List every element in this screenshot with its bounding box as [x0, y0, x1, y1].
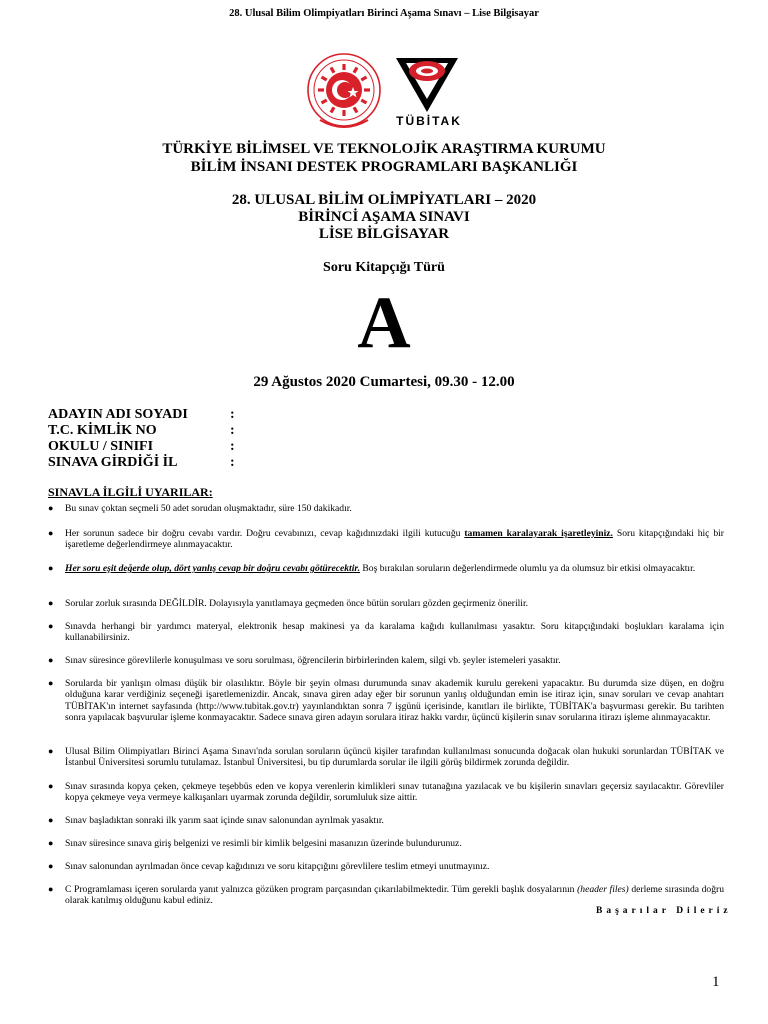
field-name: ADAYIN ADI SOYADI :: [48, 407, 235, 422]
exam-date: 29 Ağustos 2020 Cumartesi, 09.30 - 12.00: [253, 374, 515, 390]
exam-line-3: LİSE BİLGİSAYAR: [318, 226, 450, 242]
list-item: ● C Programlaması içeren sorularda yanıt yalnızca gözüken program parçasından çıkarılabilmektedir. Tüm gerekli başlık dosyalarının (header files) derleme sırasında doğru olarak katılmış olduğunu kabul ediniz.: [48, 884, 725, 907]
list-item: ● Sorular zorluk sırasında DEĞİLDİR. Dolayısıyla yanıtlamaya geçmeden önce bütün soruları gözden geçirmeniz önerilir.: [48, 598, 529, 609]
logos: [304, 46, 464, 146]
list-item: ● Ulusal Bilim Olimpiyatları Birinci Aşama Sınavı'nda sorulan soruların üçüncü kişiler tarafından kullanılması sonucunda doğacak olan hukuki sorunlardan TÜBİTAK ve İstanbul Üniversitesi sorumlu tutulamaz. İstanbul Üniversitesi, bu tip durumlarda sorular ile ilgili görüş bildirmek zorunda değildir.: [48, 746, 724, 769]
list-item: ● Sınav başladıktan sonraki ilk yarım saat içinde sınav salonundan ayrılmak yasaktır.: [48, 815, 384, 826]
list-item: ● Sınav salonundan ayrılmadan önce cevap kağıdınızı ve soru kitapçığını görevlilere teslim etmeyi unutmayınız.: [48, 861, 490, 872]
candidate-fields: [48, 407, 248, 471]
warnings-title: SINAVLA İLGİLİ UYARILAR:: [48, 485, 213, 499]
list-item: ● Her sorunun sadece bir doğru cevabı vardır. Doğru cevabınızı, cevap kağıdınızdaki ilgili kutucuğu tamamen karalayarak işaretleyiniz. Soru kitapçığındaki hiç bir işaretleme değerlendirmeye alınmayacaktır.: [48, 528, 724, 551]
tubitak-wordmark: TÜBİTAK: [396, 114, 462, 128]
list-item: ● Bu sınav çoktan seçmeli 50 adet sorudan oluşmaktadır, süre 150 dakikadır.: [48, 503, 352, 514]
exam-title: [0, 192, 768, 243]
page-number: 1: [712, 974, 720, 990]
booklet-type: A: [357, 282, 411, 364]
field-school-class: OKULU / SINIFI :: [48, 439, 235, 454]
booklet-label: Soru Kitapçığı Türü: [323, 260, 445, 275]
closing-note: Başarılar Dileriz: [596, 906, 732, 916]
institution-line-1: TÜRKİYE BİLİMSEL VE TEKNOLOJİK ARAŞTIRMA KURUMU: [162, 141, 606, 157]
exam-line-1: 28. ULUSAL BİLİM OLİMPİYATLARI – 2020: [231, 192, 537, 208]
list-item: ● Sınavda herhangi bir yardımcı materyal, elektronik hesap makinesi ya da karalama kağıdı kullanılması yasaktır. Soru kitapçığındaki boşlukları karalama için kullanabilirsiniz.: [48, 621, 724, 644]
ministry-seal-logo: [304, 46, 464, 146]
running-header: 28. Ulusal Bilim Olimpiyatları Birinci Aşama Sınavı – Lise Bilgisayar: [229, 8, 539, 19]
institution-line-2: BİLİM İNSANI DESTEK PROGRAMLARI BAŞKANLIĞI: [190, 159, 578, 175]
list-item: ● Her soru eşit değerde olup, dört yanlış cevap bir doğru cevabı götürecektir. Boş bırakılan soruların değerlendirmede olumlu ya da olumsuz bir etkisi olmayacaktır.: [48, 563, 696, 574]
field-id-number: T.C. KİMLİK NO :: [48, 423, 235, 438]
field-exam-city: SINAVA GİRDİĞİ İL :: [48, 455, 235, 470]
list-item: ● Sınav süresince görevlilerle konuşulması ve soru sorulması, öğrencilerin birbirlerinden kalem, silgi vb. şeyler istemeleri yasaktır.: [48, 655, 561, 666]
list-item: ● Sınav süresince sınava giriş belgenizi ve resimli bir kimlik belgesini masanızın üzerinde bulundurunuz.: [48, 838, 462, 849]
institution-title: [0, 140, 768, 176]
tubitak-logo: [396, 58, 458, 112]
exam-line-2: BİRİNCİ AŞAMA SINAVI: [298, 209, 470, 225]
list-item: ● Sorularda bir yanlışın olması düşük bir olasılıktır. Böyle bir şeyin olması durumunda sınav akademik kurulu gerekeni yapacaktır. Bu durumda size düşen, en doğru olduğuna karar verdiğiniz seçeneği işaretlemenizdir. Ancak, sınava giren aday eğer bir sorunun yanlış olduğundan emin ise itiraz için, sınav soruları ve cevap anahtarı TÜBİTAK'ın internet sayfasında (http://www.tubitak.gov.tr) yayınlandıktan sonra 7 işgünü içerisinde, kanıtları ile birlikte, TÜBİTAK'a başvurması gerekir. Bu tarihten sonra yapılacak başvurular işleme konmayacaktır. Sadece sınava giren adayın sorulara itiraz hakkı vardır, üçüncü kişilerin sınav sorularına itirazı işleme alınmayacaktır.: [48, 678, 724, 724]
list-item: ● Sınav sırasında kopya çeken, çekmeye teşebbüs eden ve kopya verenlerin kimlikleri sınav tutanağına yazılacak ve bu kişilerin sınavları geçersiz sayılacaktır. Görevliler kopya çekmeye veya vermeye kalkışanları uyarmak zorunda değildir, sorumluluk size aittir.: [48, 781, 724, 804]
